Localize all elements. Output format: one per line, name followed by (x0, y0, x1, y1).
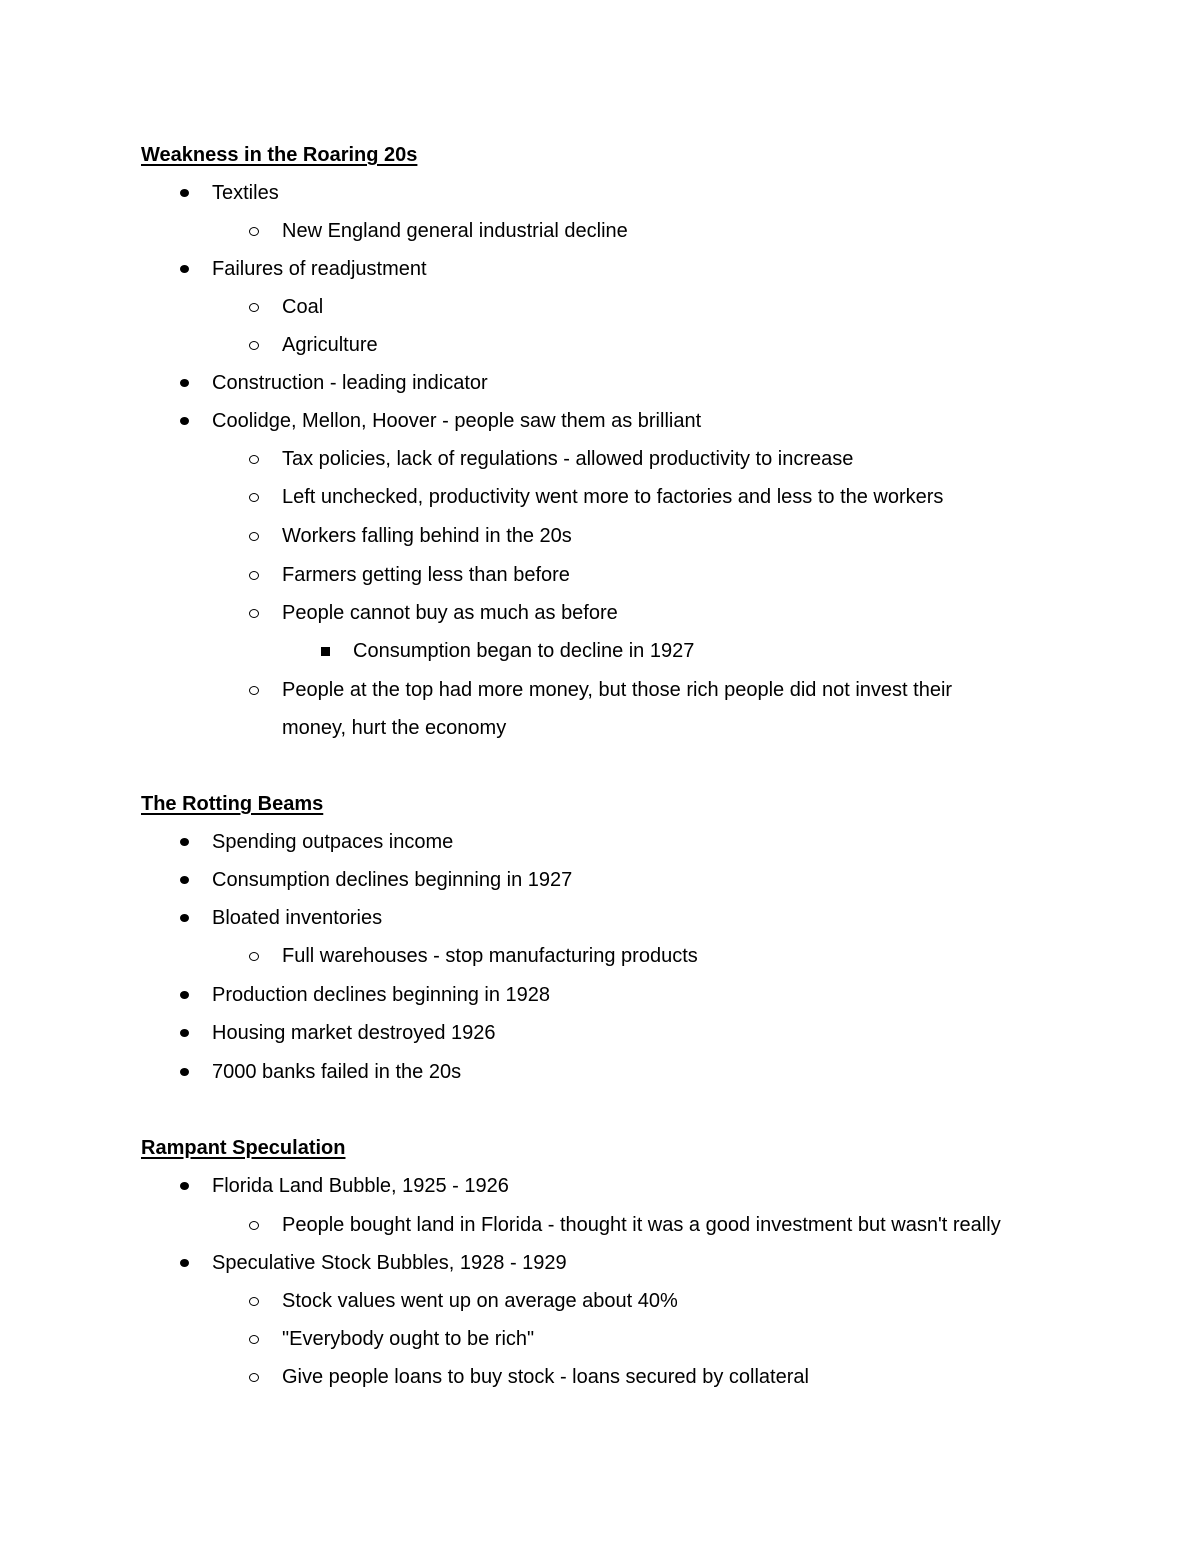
list-item (0, 1320, 1200, 1358)
section-heading (0, 1129, 1200, 1167)
square-bullet-icon (318, 632, 332, 670)
list-item-text: Florida Land Bubble, 1925 - 1926 (212, 1175, 509, 1197)
list-item-text: Consumption declines beginning in 1927 (212, 869, 573, 891)
list-item-text: Full warehouses - stop manufacturing products (282, 945, 698, 967)
hollow-bullet-icon (247, 440, 261, 478)
list-item (0, 288, 1200, 326)
list-item (0, 212, 1200, 250)
list-item (0, 976, 1200, 1014)
list-item-text: People bought land in Florida - thought it was a good investment but wasn't really (282, 1214, 1001, 1236)
list-item (0, 326, 1200, 364)
list-item (0, 1053, 1200, 1091)
hollow-bullet-icon (247, 326, 261, 364)
filled-bullet-icon (177, 976, 191, 1014)
filled-bullet-icon (177, 174, 191, 212)
list-item-text: Tax policies, lack of regulations - allowed productivity to increase (282, 448, 854, 470)
hollow-bullet-icon (247, 288, 261, 326)
list-item (0, 594, 1200, 632)
filled-bullet-icon (177, 823, 191, 861)
filled-bullet-icon (177, 402, 191, 440)
hollow-bullet-icon (247, 594, 261, 632)
hollow-bullet-icon (247, 1282, 261, 1320)
list-item (0, 671, 1200, 709)
list-item-text: Agriculture (282, 334, 378, 356)
filled-bullet-icon (177, 1053, 191, 1091)
filled-bullet-icon (177, 899, 191, 937)
list-item-text: Farmers getting less than before (282, 564, 570, 586)
hollow-bullet-icon (247, 937, 261, 975)
heading-text: Weakness in the Roaring 20s (141, 144, 418, 166)
list-item (0, 1358, 1200, 1396)
list-item-text: "Everybody ought to be rich" (282, 1328, 535, 1350)
list-item-text: Give people loans to buy stock - loans secured by collateral (282, 1366, 809, 1388)
section-heading (0, 785, 1200, 823)
list-item (0, 556, 1200, 594)
list-item-text: Spending outpaces income (212, 831, 454, 853)
hollow-bullet-icon (247, 671, 261, 709)
list-item-text: Stock values went up on average about 40% (282, 1290, 678, 1312)
filled-bullet-icon (177, 1014, 191, 1052)
list-item-text: New England general industrial decline (282, 220, 628, 242)
list-item (0, 823, 1200, 861)
list-item (0, 440, 1200, 478)
list-item-text: People at the top had more money, but those rich people did not invest their (282, 679, 953, 701)
heading-text: Rampant Speculation (141, 1137, 346, 1159)
list-item (0, 364, 1200, 402)
list-item-text: Production declines beginning in 1928 (212, 984, 551, 1006)
list-item (0, 402, 1200, 440)
list-item (0, 174, 1200, 212)
filled-bullet-icon (177, 250, 191, 288)
list-item-text: Left unchecked, productivity went more to factories and less to the workers (282, 486, 944, 508)
heading-text: The Rotting Beams (141, 793, 324, 815)
list-item-text: Textiles (212, 182, 279, 204)
list-item (0, 1167, 1200, 1205)
filled-bullet-icon (177, 1244, 191, 1282)
section-heading (0, 136, 1200, 174)
list-item (0, 478, 1200, 516)
list-item-text: Workers falling behind in the 20s (282, 525, 572, 547)
filled-bullet-icon (177, 364, 191, 402)
list-item-text: Coolidge, Mellon, Hoover - people saw them as brilliant (212, 410, 702, 432)
list-item-text: Speculative Stock Bubbles, 1928 - 1929 (212, 1252, 567, 1274)
list-item-text: 7000 banks failed in the 20s (212, 1061, 462, 1083)
list-item (0, 937, 1200, 975)
hollow-bullet-icon (247, 1320, 261, 1358)
hollow-bullet-icon (247, 1358, 261, 1396)
list-item-text: Housing market destroyed 1926 (212, 1022, 496, 1044)
list-item (0, 632, 1200, 670)
list-item-text: Bloated inventories (212, 907, 383, 929)
list-item (0, 1206, 1200, 1244)
list-item-text: People cannot buy as much as before (282, 602, 618, 624)
list-item-continuation (0, 709, 1200, 747)
list-item-text: Failures of readjustment (212, 258, 427, 280)
list-item-text: Construction - leading indicator (212, 372, 488, 394)
list-item (0, 1282, 1200, 1320)
list-item-text: Coal (282, 296, 324, 318)
list-item-text: Consumption began to decline in 1927 (353, 640, 695, 662)
list-item (0, 250, 1200, 288)
list-item (0, 1014, 1200, 1052)
hollow-bullet-icon (247, 212, 261, 250)
list-item (0, 899, 1200, 937)
hollow-bullet-icon (247, 1206, 261, 1244)
list-item (0, 861, 1200, 899)
list-item (0, 1244, 1200, 1282)
list-item (0, 517, 1200, 555)
list-item-text: money, hurt the economy (282, 717, 507, 739)
hollow-bullet-icon (247, 517, 261, 555)
hollow-bullet-icon (247, 478, 261, 516)
hollow-bullet-icon (247, 556, 261, 594)
filled-bullet-icon (177, 1167, 191, 1205)
filled-bullet-icon (177, 861, 191, 899)
